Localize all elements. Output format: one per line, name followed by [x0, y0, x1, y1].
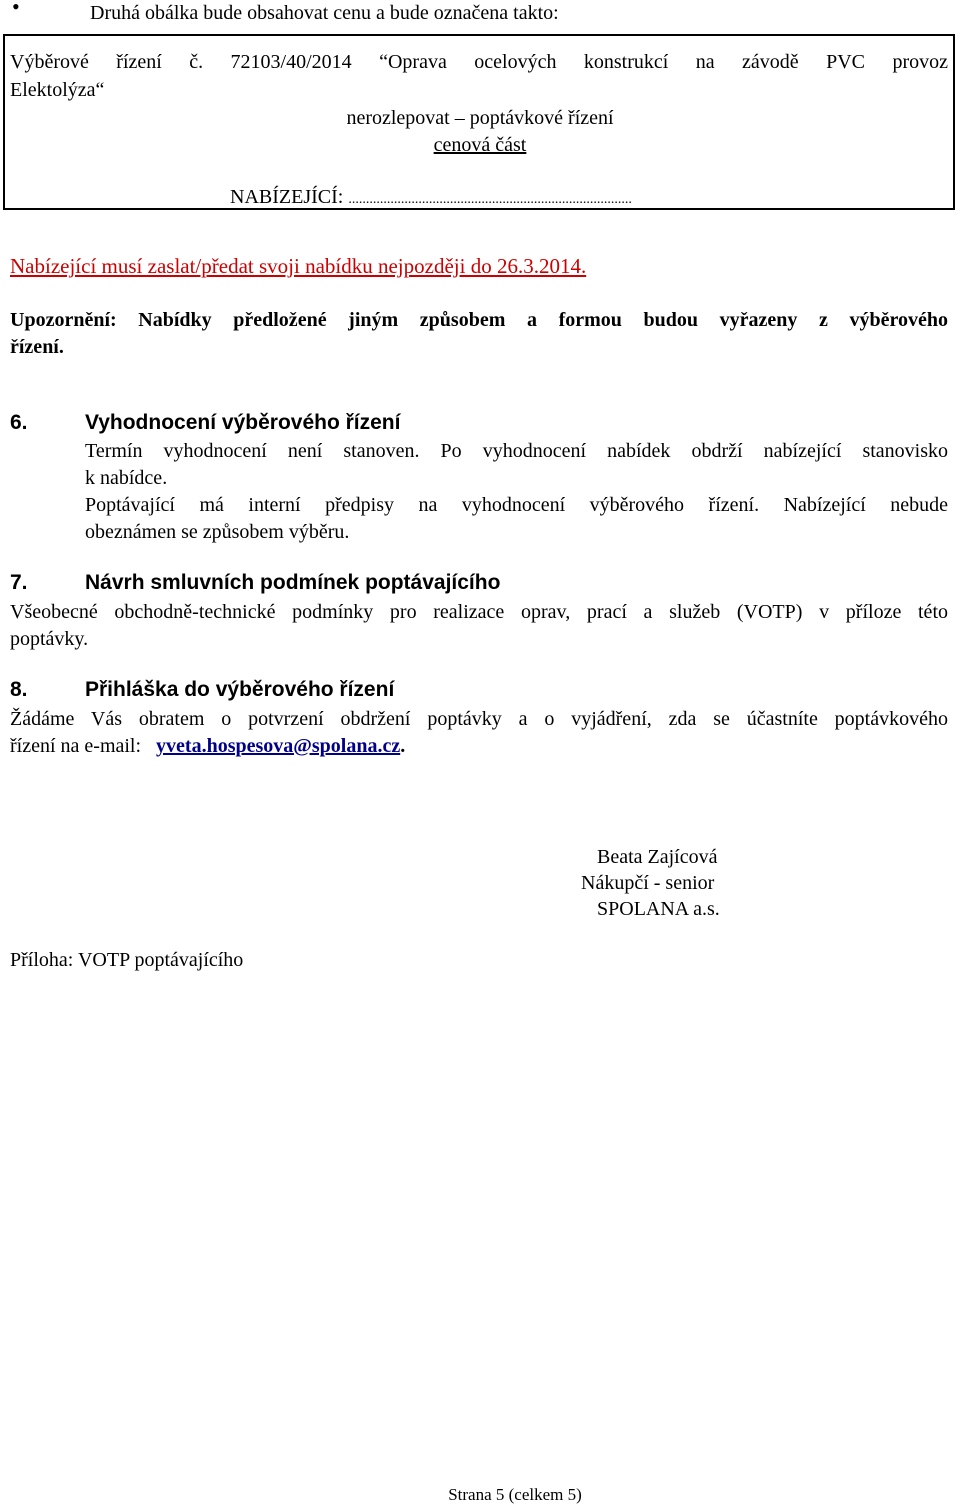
signature-company: SPOLANA a.s. [597, 898, 720, 920]
bidder-line [230, 184, 632, 213]
section7-number: 7. [10, 571, 28, 594]
section7-line1: Všeobecné obchodně-technické podmínky pro realizace oprav, prací a služeb (VOTP) v příloze této [10, 601, 948, 623]
bullet-item [0, 0, 960, 26]
deadline-notice: Nabízející musí zaslat/předat svoji nabídku nejpozději do 26.3.2014. [10, 254, 587, 278]
envelope-line1: Výběrové řízení č. 72103/40/2014 “Oprava ocelových konstrukcí na závodě PVC provoz [10, 51, 948, 73]
section6-p1-line2: k nabídce. [85, 467, 168, 489]
section8-line1: Žádáme Vás obratem o potvrzení obdržení poptávky a o vyjádření, zda se účastníte poptávkového [10, 708, 948, 730]
price-part-label: cenová část [433, 134, 527, 156]
section8-line2 [10, 733, 405, 759]
bidder-dots: ................................................................................. [348, 192, 632, 207]
price-part-label-wrap [0, 132, 960, 158]
email-link[interactable]: yveta.hospesova@spolana.cz [156, 735, 401, 757]
bullet-icon: • [12, 0, 20, 19]
email-suffix: . [400, 735, 406, 757]
bidder-label: NABÍZEJÍCÍ: [230, 186, 344, 208]
attachment-note: Příloha: VOTP poptávajícího [10, 949, 244, 971]
deadline-notice-wrap [10, 253, 586, 279]
section6-p2-line1: Poptávající má interní předpisy na vyhodnocení výběrového řízení. Nabízející nebude [85, 494, 948, 516]
envelope-line2: Elektolýza“ [10, 79, 105, 101]
page-footer: Strana 5 (celkem 5) [448, 1485, 582, 1504]
section6-p1-line1: Termín vyhodnocení není stanoven. Po vyhodnocení nabídek obdrží nabízející stanovisko [85, 440, 948, 462]
section7-heading [10, 570, 501, 596]
warning-line1: Upozornění: Nabídky předložené jiným způsobem a formou budou vyřazeny z výběrového [10, 309, 948, 331]
section6-p2-line2: obeznámen se způsobem výběru. [85, 521, 350, 543]
warning-line2: řízení. [10, 336, 64, 358]
section7-line2: poptávky. [10, 628, 89, 650]
section6-title: Vyhodnocení výběrového řízení [85, 411, 401, 434]
section6-number: 6. [10, 411, 28, 434]
section6-heading [10, 410, 401, 436]
section8-heading [10, 677, 395, 703]
do-not-open-label: nerozlepovat – poptávkové řízení [346, 107, 614, 129]
signature-role: Nákupčí - senior [581, 872, 715, 894]
section8-number: 8. [10, 678, 28, 701]
section7-title: Návrh smluvních podmínek poptávajícího [85, 571, 501, 594]
bullet-text: Druhá obálka bude obsahovat cenu a bude označena takto: [90, 2, 559, 24]
section8-line2-prefix: řízení na e-mail: [10, 735, 142, 757]
signature-name: Beata Zajícová [597, 846, 718, 868]
section8-title: Přihláška do výběrového řízení [85, 678, 395, 701]
